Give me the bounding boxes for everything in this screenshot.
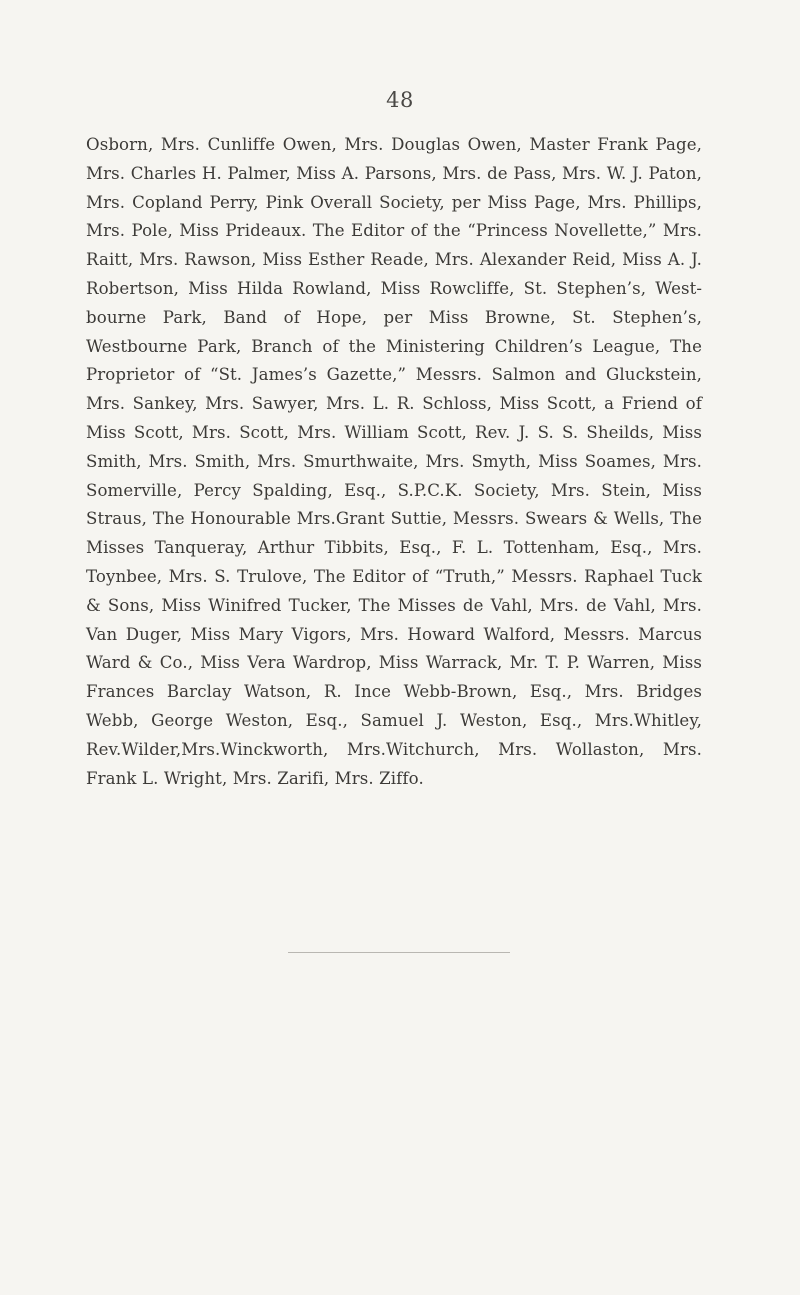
subscriber-list-paragraph: Osborn, Mrs. Cunliffe Owen, Mrs. Douglas Owen, Master Frank Page, Mrs. Charles H. Palmer, Miss A. Parsons, Mrs. de Pass, Mrs. W. J. Paton, Mrs. Copland Perry, Pink Overall Society, per Miss Page, Mrs. Phillips, Mrs. Pole, Miss Prideaux. The Editor of the “Princess Novellette,” Mrs. Raitt, Mrs. Rawson, Miss Esther Reade, Mrs. Alexander Reid, Miss A. J. Robertson, Miss Hilda Rowland, Miss Rowcliffe, St. Stephen’s, Westbourne Park, Band of Hope, per Miss Browne, St. Stephen’s, Westbourne Park, Branch of the Ministering Children’s League, The Proprietor of “St. James’s Gazette,” Messrs. Salmon and Gluckstein, Mrs. Sankey, Mrs. Sawyer, Mrs. L. R. Schloss, Miss Scott, a Friend of Miss Scott, Mrs. Scott, Mrs. William Scott, Rev. J. S. S. Sheilds, Miss Smith, Mrs. Smith, Mrs. Smurthwaite, Mrs. Smyth, Miss Soames, Mrs. Somerville, Percy Spalding, Esq., S.P.C.K. Society, Mrs. Stein, Miss Straus, The Honourable Mrs.Grant Suttie, Messrs. Swears & Wells, The Misses Tanqueray, Arthur Tibbits, Esq., F. L. Tottenham, Esq., Mrs. Toynbee, Mrs. S. Trulove, The Editor of “Truth,” Messrs. Raphael Tuck & Sons, Miss Winifred Tucker, The Misses de Vahl, Mrs. de Vahl, Mrs. Van Duger, Miss Mary Vigors, Mrs. Howard Walford, Messrs. Marcus Ward & Co., Miss Vera Wardrop, Miss Warrack, Mr. T. P. Warren, Miss Frances Barclay Watson, R. Ince Webb-Brown, Esq., Mrs. Bridges Webb, George Weston, Esq., Samuel J. Weston, Esq., Mrs.Whitley, Rev.Wilder,Mrs.Winckworth, Mrs.Witchurch, Mrs. Wollaston, Mrs. Frank L. Wright, Mrs. Zarifi, Mrs. Ziffo. [86,135,702,788]
end-rule [288,952,510,953]
page-number: 48 [386,88,414,112]
